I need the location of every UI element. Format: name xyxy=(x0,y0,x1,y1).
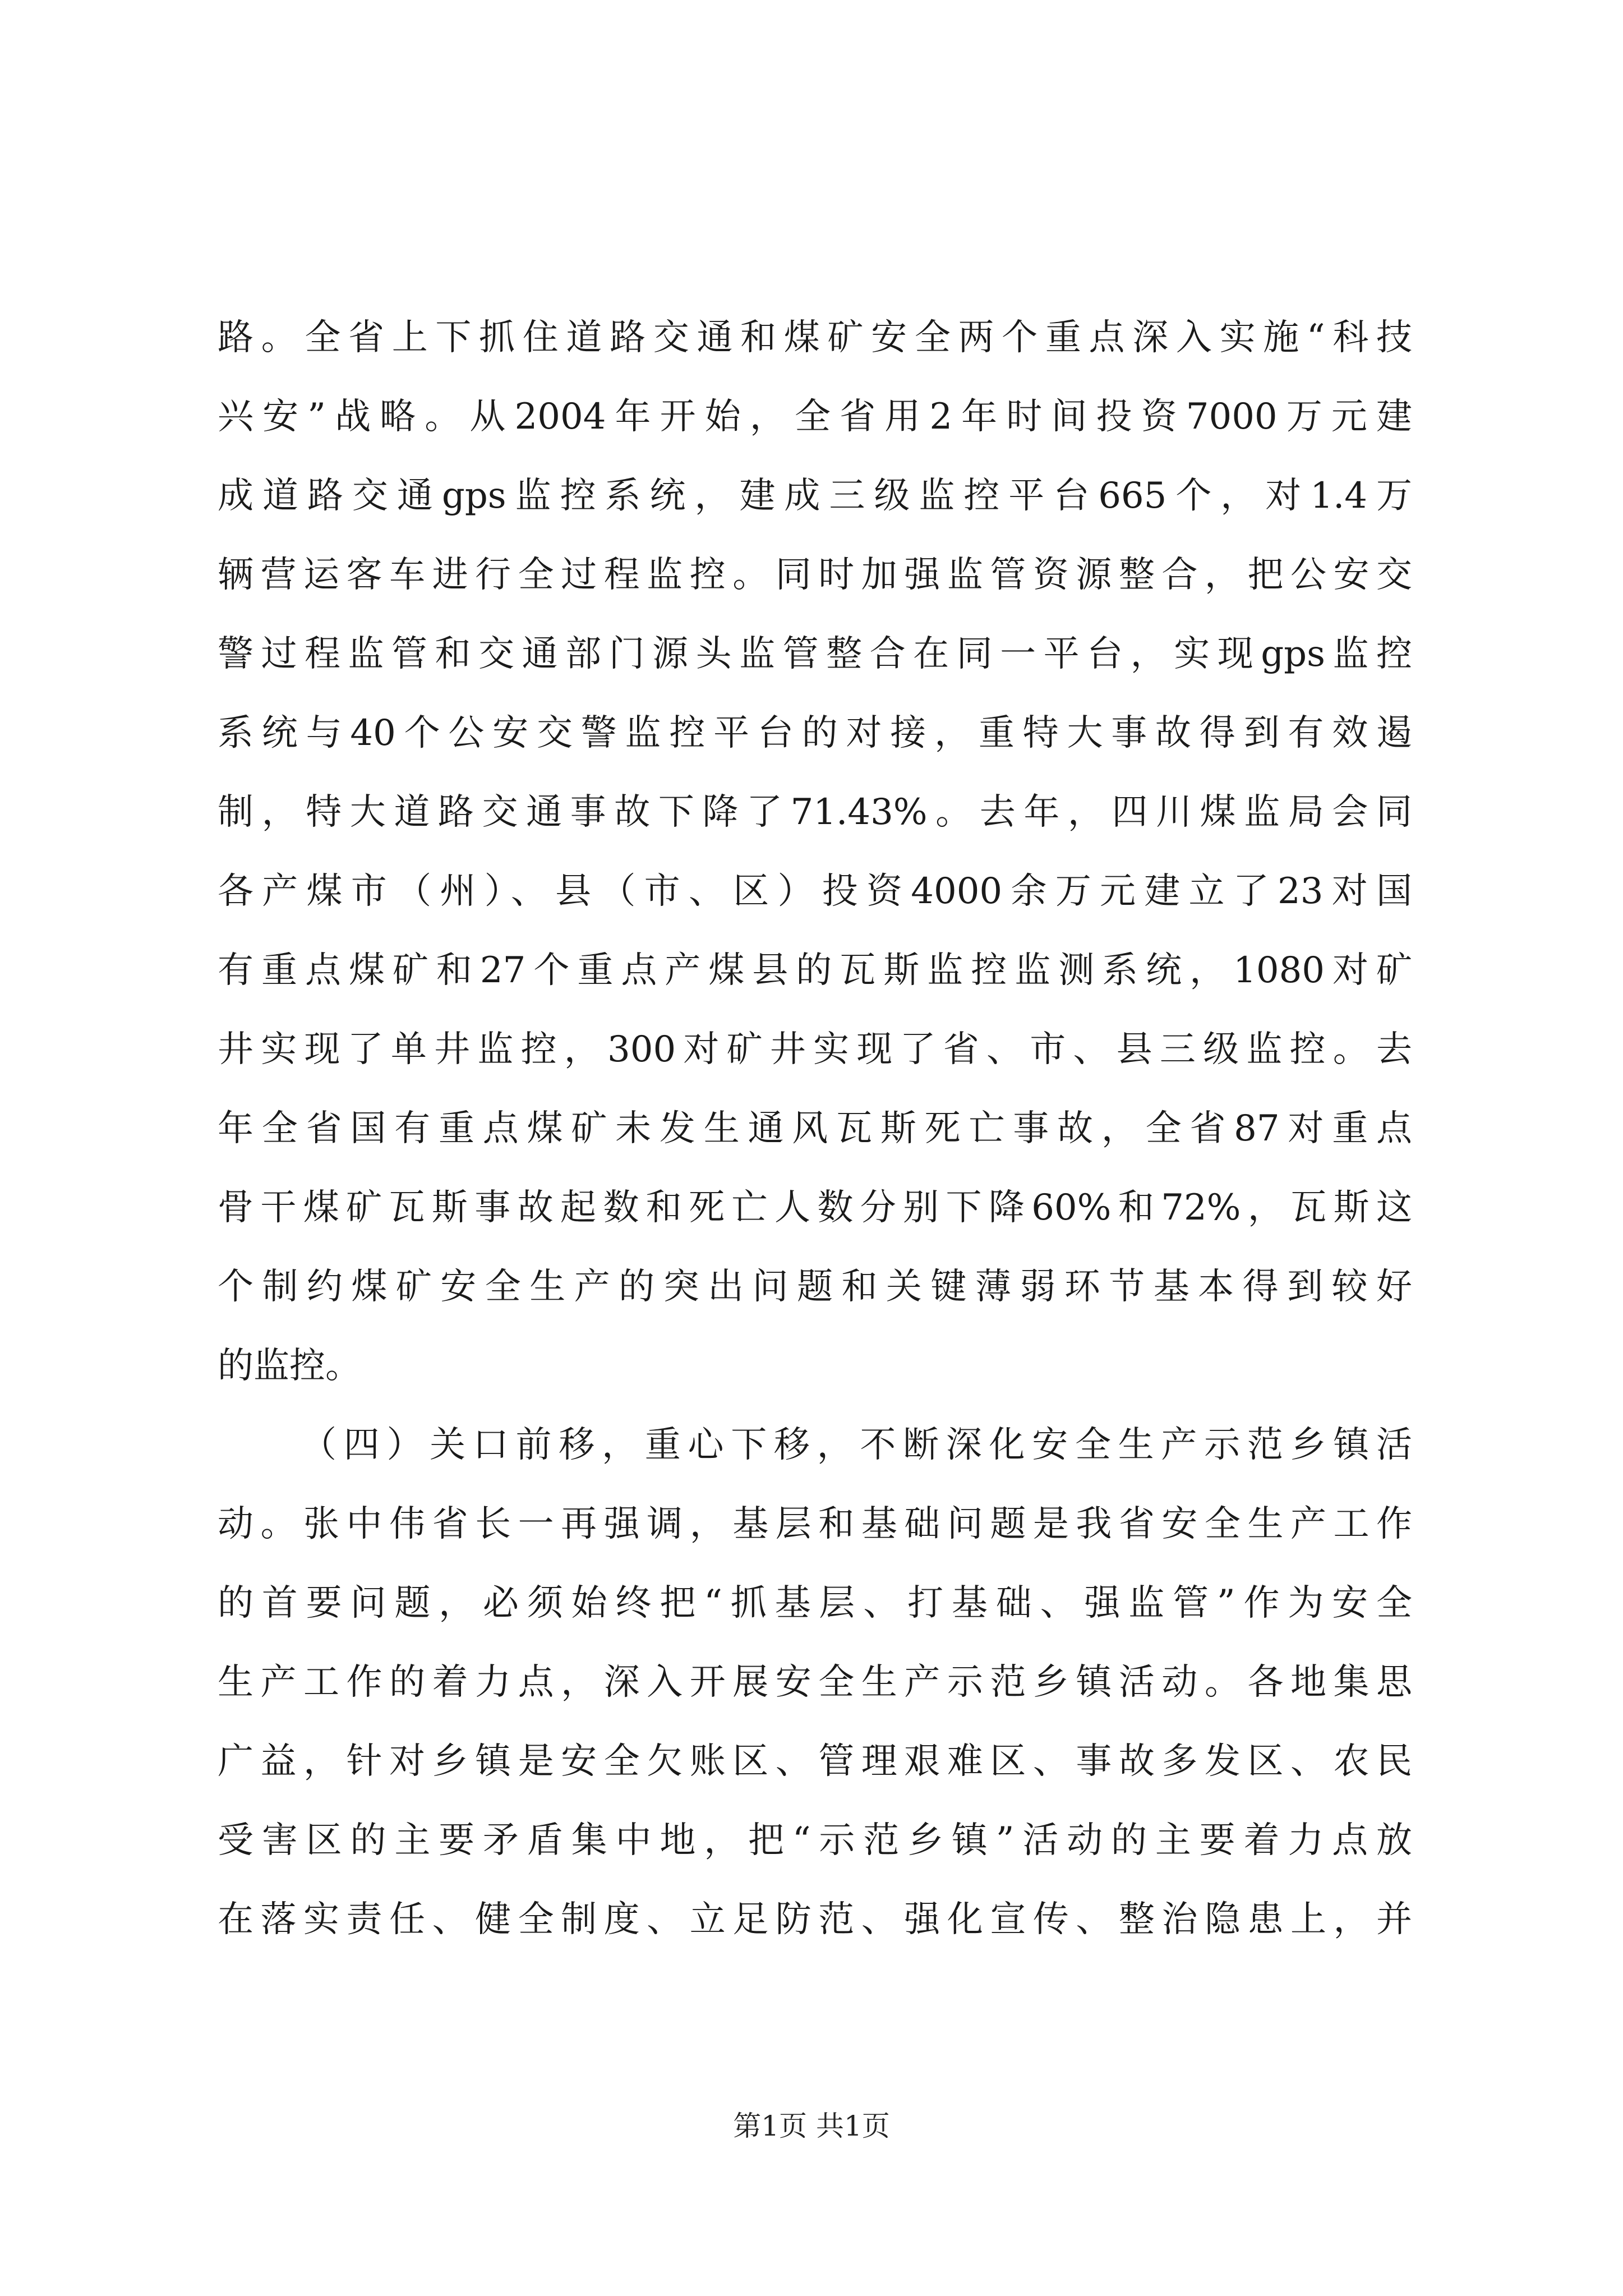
text-line: 年全省国有重点煤矿未发生通风瓦斯死亡事故，全省87对重点 xyxy=(218,1108,1412,1149)
text-line: 在落实责任、健全制度、立足防范、强化宣传、整治隐患上，并 xyxy=(218,1899,1412,1940)
text-line: 广益，针对乡镇是安全欠账区、管理艰难区、事故多发区、农民 xyxy=(218,1741,1412,1782)
text-line: 动。张中伟省长一再强调，基层和基础问题是我省安全生产工作 xyxy=(218,1503,1412,1545)
paragraph xyxy=(218,298,1412,1406)
text-line: 制，特大道路交通事故下降了71.43%。去年，四川煤监局会同 xyxy=(218,792,1412,833)
text-line: 的监控。 xyxy=(218,1345,361,1387)
text-line: 兴安”战略。从2004年开始，全省用2年时间投资7000万元建 xyxy=(218,396,1412,438)
text-line: 路。全省上下抓住道路交通和煤矿安全两个重点深入实施“科技 xyxy=(218,317,1412,358)
text-line: 有重点煤矿和27个重点产煤县的瓦斯监控监测系统，1080对矿 xyxy=(218,950,1412,991)
text-line: （四）关口前移，重心下移，不断深化安全生产示范乡镇活 xyxy=(301,1424,1412,1466)
text-line: 个制约煤矿安全生产的突出问题和关键薄弱环节基本得到较好 xyxy=(218,1266,1412,1308)
text-line: 骨干煤矿瓦斯事故起数和死亡人数分别下降60%和72%，瓦斯这 xyxy=(218,1187,1412,1228)
text-line: 成道路交通gps监控系统，建成三级监控平台665个，对1.4万 xyxy=(218,475,1412,517)
text-line: 辆营运客车进行全过程监控。同时加强监管资源整合，把公安交 xyxy=(218,554,1412,596)
page-footer: 第1页 共1页 xyxy=(733,2110,890,2142)
text-line: 各产煤市（州）、县（市、区）投资4000余万元建立了23对国 xyxy=(218,871,1412,912)
text-line: 受害区的主要矛盾集中地，把“示范乡镇”活动的主要着力点放 xyxy=(218,1820,1412,1861)
text-line: 井实现了单井监控，300对矿井实现了省、市、县三级监控。去 xyxy=(218,1029,1412,1070)
paragraph xyxy=(218,1406,1412,1959)
text-line: 生产工作的着力点，深入开展安全生产示范乡镇活动。各地集思 xyxy=(218,1662,1412,1703)
text-line: 系统与40个公安交警监控平台的对接，重特大事故得到有效遏 xyxy=(218,712,1412,754)
document-body xyxy=(218,298,1412,1959)
text-line: 警过程监管和交通部门源头监管整合在同一平台，实现gps监控 xyxy=(218,633,1412,675)
text-line: 的首要问题，必须始终把“抓基层、打基础、强监管”作为安全 xyxy=(218,1582,1412,1624)
